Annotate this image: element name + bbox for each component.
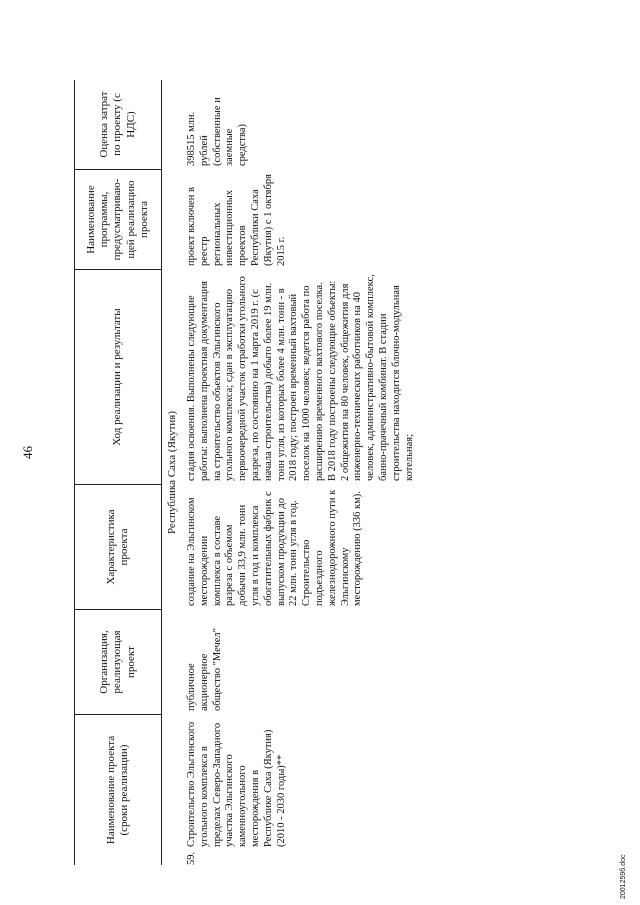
header-name: Наименование проекта (сроки реализации) (104, 735, 130, 845)
header-organization: Организация, реализующая проект (75, 610, 161, 715)
page-number: 46 (20, 446, 35, 459)
header-cost: Оценка затрат по проекту (с НДС) (75, 80, 161, 170)
table-row (186, 80, 446, 865)
row-number: 59. (186, 851, 197, 865)
header-program: Наименование программы, предусматриваю-щей реализацию проекта (75, 170, 161, 270)
table-header (74, 80, 162, 865)
header-progress: Ход реализации и результаты (75, 270, 161, 485)
cell-characteristics: создание на Эльгинском месторождении комплекса в составе разреза с объемом добычи 33,9 млн. тонн угля в год и комплекса обогатительных фабрик с выпуском продукции до 22 млн. тонн угля в год. Строительство подъездного железнодорожного пути к Эльгинскому месторождению (336 км). (186, 489, 364, 606)
header-characteristics: Характеристика проекта (75, 485, 161, 610)
cell-organization: публичное акционерное общество "Мечел" (186, 628, 223, 711)
cell-cost: 398515 млн. рублей (собственные и заемные средства) (186, 97, 249, 166)
cell-name: Строительство Эльгинского угольного комплекса в пределах Северо-Западного участка Эльгинского каменноугольного месторождения в Республике Саха (Якутия) (2010 - 2030 годы)** (186, 721, 287, 847)
footer-filename: 2001259б.doc (620, 854, 627, 899)
cell-program: проект включен в реестр региональных инвестиционных проектов Республики Саха (Якутия) с 1 октября 2015 г. (186, 174, 287, 266)
region-heading: Республика Саха (Якутия) (166, 410, 178, 535)
cell-progress: стадия освоения. Выполнены следующие работы: выполнена проектная документация на строительство объектов Эльгинского угольного комплекса; сдан в эксплуатацию первоочередной участок отработки угольного разреза, по состоянию на 1 марта 2019 г. (с начала строительства) добыто более 19 млн. тонн угля, из которых более 4 млн. тонн - в 2018 году; построен временный вахтовый поселок на 1000 человек; ведется работа по расширению временного вахтового поселка. В 2018 году построены следующие объекты: 2 общежития на 80 человек, общежития для инженерно-технических работников на 40 человек, административно-бытовой комплекс, банно-прачечный комбинат. В стадии строительства находится блочно-модульная котельная; (186, 274, 415, 481)
